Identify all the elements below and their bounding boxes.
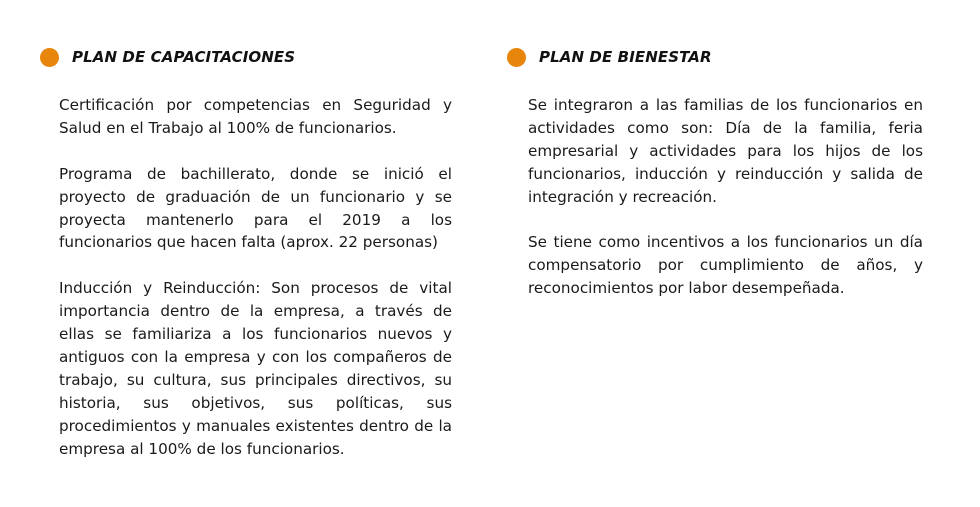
- paragraph: Se integraron a las familias de los funcionarios en actividades como son: Día de la familia, feria empresarial y actividades para los hijos de los funcionarios, inducción y reinducción y salida de integración y recreación.: [528, 96, 923, 206]
- section-heading-row: [40, 46, 295, 68]
- section-body: [59, 94, 452, 460]
- section-title: PLAN DE CAPACITACIONES: [72, 48, 296, 66]
- section-heading-row: [507, 46, 712, 68]
- paragraph: Certificación por competencias en Seguridad y Salud en el Trabajo al 100% de funcionarios.: [59, 96, 452, 137]
- paragraph: Inducción y Reinducción: Son procesos de vital importancia dentro de la empresa, a través de ellas se familiariza a los funcionarios nuevos y antiguos con la empresa y con los compañeros de trabajo, su cultura, sus principales directivos, su historia, sus objetivos, sus políticas, sus procedimientos y manuales existentes dentro de la empresa al 100% de los funcionarios.: [59, 279, 452, 458]
- bullet-dot-icon: [40, 48, 59, 67]
- bullet-dot-icon: [507, 48, 526, 67]
- paragraph: Se tiene como incentivos a los funcionarios un día compensatorio por cumplimiento de años, y reconocimientos por labor desempeñada.: [528, 233, 923, 298]
- section-body: [528, 94, 923, 300]
- paragraph: Programa de bachillerato, donde se inició el proyecto de graduación de un funcionario y se proyecta mantenerlo para el 2019 a los funcionarios que hacen falta (aprox. 22 personas): [59, 164, 452, 252]
- section-title: PLAN DE BIENESTAR: [539, 48, 712, 66]
